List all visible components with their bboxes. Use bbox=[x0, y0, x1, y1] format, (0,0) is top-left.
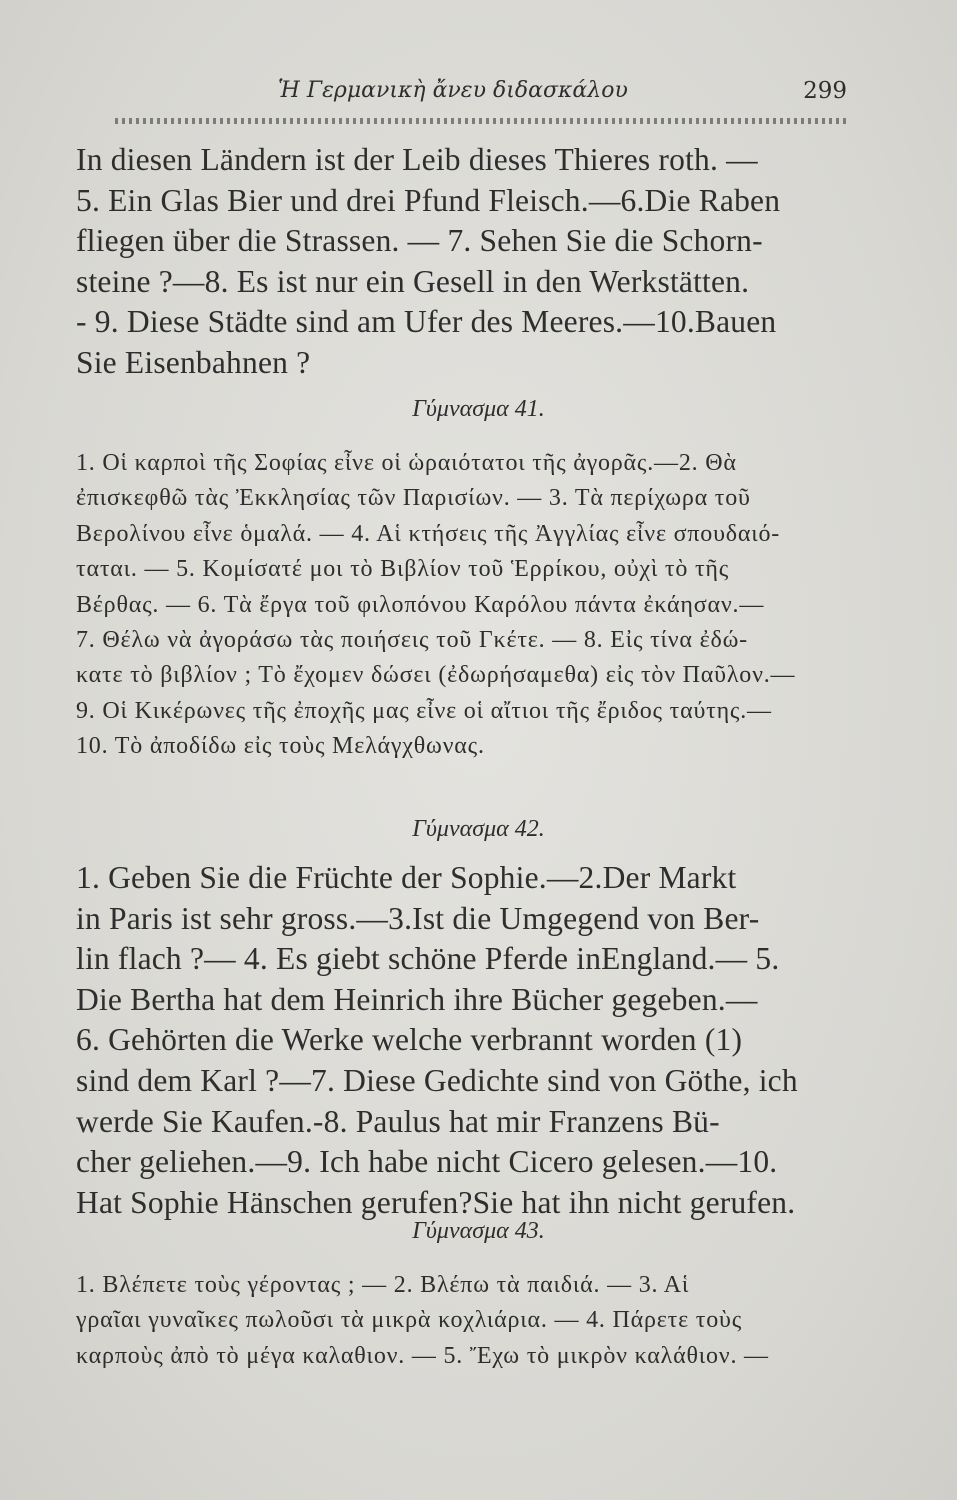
text-line: 7. Θέλω νὰ ἀγοράσω τὰς ποιήσεις τοῦ Γκέτε. — 8. Εἰς τίνα ἐδώ- bbox=[76, 627, 748, 654]
text-line: καρποὺς ἀπὸ τὸ μέγα καλαθιον. — 5. Ἔχω τὸ μικρὸν καλάθιον. — bbox=[76, 1342, 769, 1369]
exercise-heading: Γύμνασμα 42. bbox=[412, 816, 545, 842]
text-line: sind dem Karl ?—7. Diese Gedichte sind von Göthe, ich bbox=[76, 1062, 798, 1098]
text-line: 5. Ein Glas Bier und drei Pfund Fleisch.—6.Die Raben bbox=[76, 182, 781, 218]
text-line: γραῖαι γυναῖκες πωλοῦσι τὰ μικρὰ κοχλιάρια. — 4. Πάρετε τοὺς bbox=[76, 1307, 743, 1334]
exercise-42-text bbox=[76, 858, 846, 1223]
running-title: Ἡ Γερμανικὴ ἄνευ διδασκάλου bbox=[278, 78, 628, 103]
text-line: Sie Eisenbahnen ? bbox=[76, 344, 311, 380]
exercise-heading: Γύμνασμα 43. bbox=[412, 1218, 545, 1244]
running-header bbox=[88, 78, 847, 108]
text-line: cher geliehen.—9. Ich habe nicht Cicero gelesen.—10. bbox=[76, 1144, 778, 1180]
text-line: ἐπισκεφθῶ τὰς Ἐκκλησίας τῶν Παρισίων. — 3. Τὰ περίχωρα τοῦ bbox=[76, 485, 751, 512]
exercise-43-text bbox=[76, 1268, 846, 1374]
text-line: κατε τὸ βιβλίον ; Τὸ ἔχομεν δώσει (ἐδωρήσαμεθα) εἰς τὸν Παῦλον.— bbox=[76, 662, 796, 689]
text-line: Hat Sophie Hänschen gerufen?Sie hat ihn nicht gerufen. bbox=[76, 1184, 796, 1220]
text-line: in Paris ist sehr gross.—3.Ist die Umgegend von Ber- bbox=[76, 900, 760, 936]
text-line: 1. Οἱ καρποὶ τῆς Σοφίας εἶνε οἱ ὡραιότατοι τῆς ἀγορᾶς.—2. Θὰ bbox=[76, 450, 737, 476]
exercise-heading: Γύμνασμα 41. bbox=[412, 396, 545, 422]
text-line: Βέρθας. — 6. Τὰ ἔργα τοῦ φιλοπόνου Καρόλου πάντα ἐκάησαν.— bbox=[76, 591, 765, 618]
text-line: Die Bertha hat dem Heinrich ihre Bücher gegeben.— bbox=[76, 981, 758, 1017]
text-block-top bbox=[76, 140, 846, 384]
text-line: 9. Οἱ Κικέρωνες τῆς ἐποχῆς μας εἶνε οἱ αἴτιοι τῆς ἔριδος ταύτης.— bbox=[76, 697, 772, 724]
text-line: In diesen Ländern ist der Leib dieses Thieres roth. — bbox=[76, 142, 758, 177]
text-line: 6. Gehörten die Werke welche verbrannt worden (1) bbox=[76, 1022, 743, 1058]
text-line: steine ?—8. Es ist nur ein Gesell in den Werkstätten. bbox=[76, 263, 750, 299]
page-number: 299 bbox=[803, 78, 847, 104]
text-line: fliegen über die Strassen. — 7. Sehen Sie die Schorn- bbox=[76, 223, 763, 259]
header-rule bbox=[115, 118, 847, 124]
text-line: - 9. Diese Städte sind am Ufer des Meeres.—10.Bauen bbox=[76, 304, 777, 340]
exercise-41-text bbox=[76, 446, 846, 765]
text-line: ταται. — 5. Κομίσατέ μοι τὸ Βιβλίον τοῦ Ἑρρίκου, οὐχὶ τὸ τῆς bbox=[76, 556, 730, 583]
text-line: Βερολίνου εἶνε ὁμαλά. — 4. Αἱ κτήσεις τῆς Ἀγγλίας εἶνε σπουδαιό- bbox=[76, 520, 781, 547]
text-line: lin flach ?— 4. Es giebt schöne Pferde inEngland.— 5. bbox=[76, 941, 780, 977]
text-line: 1. Geben Sie die Früchte der Sophie.—2.Der Markt bbox=[76, 860, 737, 895]
text-line: 10. Τὸ ἀποδίδω εἰς τοὺς Μελάγχθωνας. bbox=[76, 733, 485, 760]
text-line: werde Sie Kaufen.-8. Paulus hat mir Franzens Bü- bbox=[76, 1103, 720, 1139]
text-line: 1. Βλέπετε τοὺς γέροντας ; — 2. Βλέπω τὰ παιδιά. — 3. Αἱ bbox=[76, 1272, 690, 1298]
